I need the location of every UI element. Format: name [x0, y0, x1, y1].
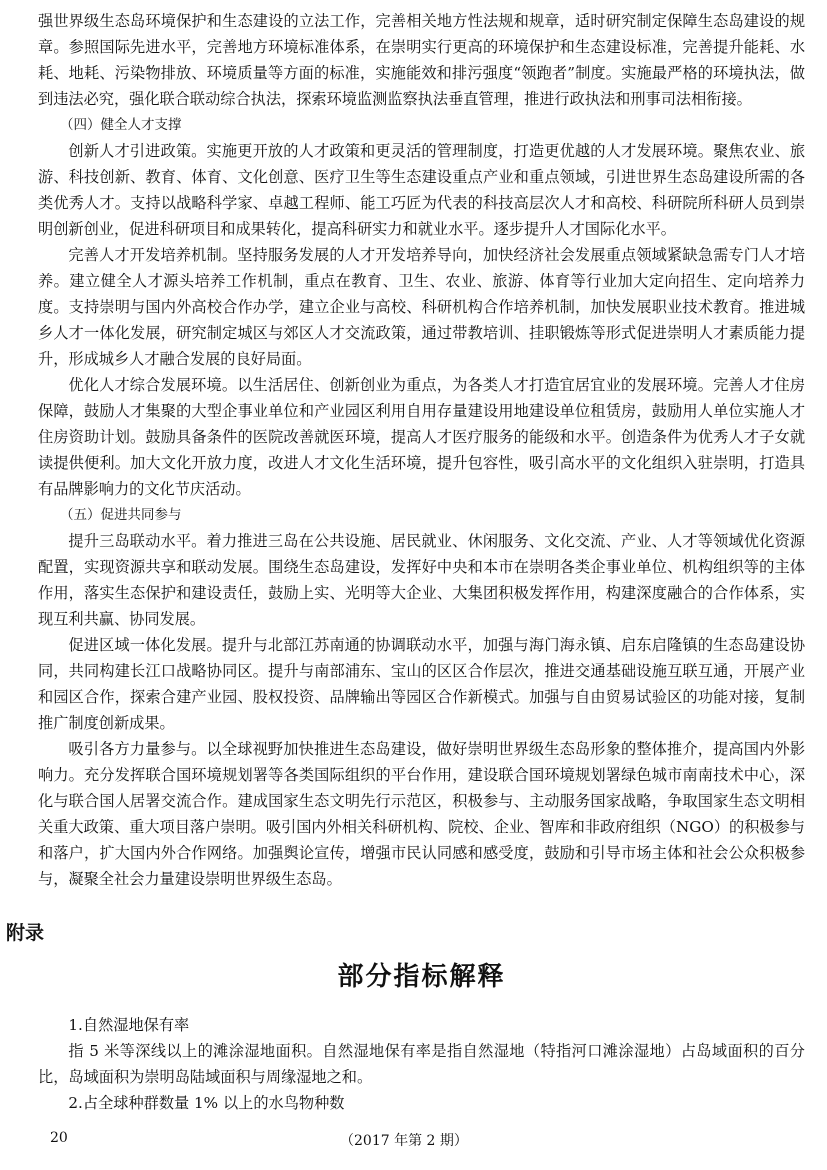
indicator-body-wetland: 指 5 米等深线以上的滩涂湿地面积。自然湿地保有率是指自然湿地（特指河口滩涂湿地）占岛域面积的百分比，岛域面积为崇明岛陆域面积与周缘湿地之和。	[38, 1042, 805, 1086]
indicator-heading-wetland: 1.自然湿地保有率	[68, 1016, 190, 1034]
appendix-title: 部分指标解释	[337, 962, 506, 992]
paragraph-talent-introduction: 创新人才引进政策。实施更开放的人才政策和更灵活的管理制度，打造更优越的人才发展环境。聚焦农业、旅游、科技创新、教育、体育、文化创意、医疗卫生等生态建设重点产业和重点领域，引进世界生态岛建设所需的各类优秀人才。支持以战略科学家、卓越工程师、能工巧匠为代表的科技高层次人才和高校、科研院所科研人员到崇明创新创业，促进科研项目和成果转化，提高科研实力和就业水平。逐步提升人才国际化水平。	[38, 142, 805, 238]
section-heading-talent: （四）健全人才支撑	[60, 117, 182, 133]
page-footer	[0, 1130, 827, 1152]
appendix-label: 附录	[6, 922, 45, 944]
page-number: 20	[50, 1130, 68, 1146]
paragraph-regional-integration: 促进区域一体化发展。提升与北部江苏南通的协调联动水平，加强与海门海永镇、启东启隆镇的生态岛建设协同，共同构建长江口战略协同区。提升与南部浦东、宝山的区区合作层次，推进交通基础设施互联互通，开展产业和园区合作，探索合建产业园、股权投资、品牌输出等园区合作新模式。加强与自由贸易试验区的功能对接，复制推广制度创新成果。	[38, 636, 805, 732]
section-heading-participation: （五）促进共同参与	[60, 507, 182, 523]
indicator-heading-waterbird: 2.占全球种群数量 1% 以上的水鸟物种数	[68, 1094, 345, 1112]
paragraph-legislation: 强世界级生态岛环境保护和生态建设的立法工作，完善相关地方性法规和规章，适时研究制定保障生态岛建设的规章。参照国际先进水平，完善地方环境标准体系，在崇明实行更高的环境保护和生态建设标准，完善提升能耗、水耗、地耗、污染物排放、环境质量等方面的标准，实施能效和排污强度“领跑者”制度。实施最严格的环境执法，做到违法必究，强化联合联动综合执法，探索环境监测监察执法垂直管理，推进行政执法和刑事司法相衔接。	[38, 12, 805, 108]
paragraph-talent-environment: 优化人才综合发展环境。以生活居住、创新创业为重点，为各类人才打造宜居宜业的发展环境。完善人才住房保障，鼓励人才集聚的大型企事业单位和产业园区利用自用存量建设用地建设单位租赁房，鼓励用人单位实施人才住房资助计划。鼓励具备条件的医院改善就医环境，提高人才医疗服务的能级和水平。创造条件为优秀人才子女就读提供便利。加大文化开放力度，改进人才文化生活环境，提升包容性，吸引高水平的文化组织入驻崇明，打造具有品牌影响力的文化节庆活动。	[38, 376, 805, 498]
paragraph-all-parties: 吸引各方力量参与。以全球视野加快推进生态岛建设，做好崇明世界级生态岛形象的整体推介，提高国内外影响力。充分发挥联合国环境规划署等各类国际组织的平台作用，建设联合国环境规划署绿色城市南南技术中心，深化与联合国人居署交流合作。建成国家生态文明先行示范区，积极参与、主动服务国家战略，争取国家生态文明相关重大政策、重大项目落户崇明。吸引国内外相关科研机构、院校、企业、智库和非政府组织（NGO）的积极参与和落户，扩大国内外合作网络。加强舆论宣传，增强市民认同感和感受度，鼓励和引导市场主体和社会公众积极参与，凝聚全社会力量建设崇明世界级生态岛。	[38, 740, 805, 888]
issue-label: （2017 年第 2 期）	[340, 1133, 468, 1149]
paragraph-three-islands: 提升三岛联动水平。着力推进三岛在公共设施、居民就业、休闲服务、文化交流、产业、人才等领域优化资源配置，实现资源共享和联动发展。围绕生态岛建设，发挥好中央和本市在崇明各类企事业单位、机构组织等的主体作用，落实生态保护和建设责任，鼓励上实、光明等大企业、大集团积极发挥作用，构建深度融合的合作体系，实现互利共赢、协同发展。	[38, 532, 805, 628]
paragraph-talent-training: 完善人才开发培养机制。坚持服务发展的人才开发培养导向，加快经济社会发展重点领域紧缺急需专门人才培养。建立健全人才源头培养工作机制，重点在教育、卫生、农业、旅游、体育等行业加大定向招生、定向培养力度。支持崇明与国内外高校合作办学，建立企业与高校、科研机构合作培养机制，加快发展职业技术教育。推进城乡人才一体化发展，研究制定城区与郊区人才交流政策，通过带教培训、挂职锻炼等形式促进崇明人才素质能力提升，形成城乡人才融合发展的良好局面。	[38, 246, 805, 368]
